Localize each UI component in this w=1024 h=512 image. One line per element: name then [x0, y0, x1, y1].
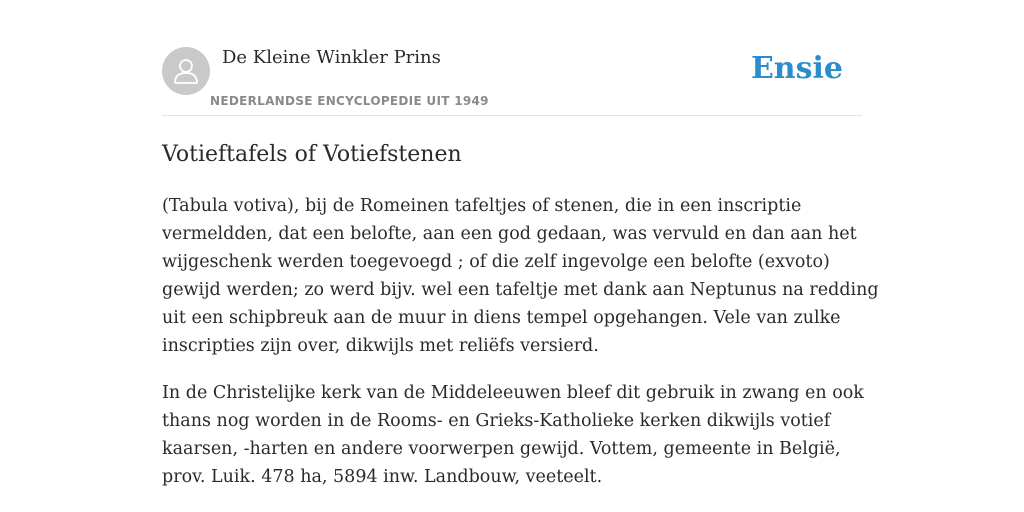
article-paragraph-2 — [162, 379, 862, 491]
paragraph-line: vermeldden, dat een belofte, aan een god gedaan, was vervuld en dan aan het — [162, 224, 857, 244]
paragraph-line: thans nog worden in de Rooms- en Grieks-Katholieke kerken dikwijls votief — [162, 411, 831, 431]
paragraph-line: kaarsen, -harten en andere voorwerpen gewijd. Vottem, gemeente in België, — [162, 439, 841, 459]
paragraph-line: prov. Luik. 478 ha, 5894 inw. Landbouw, veeteelt. — [162, 467, 603, 487]
page — [162, 0, 879, 512]
paragraph-line: inscripties zijn over, dikwijls met reliëfs versierd. — [162, 336, 599, 356]
user-silhouette-icon — [173, 57, 199, 85]
article-paragraph-1 — [162, 192, 879, 360]
source-title[interactable]: De Kleine Winkler Prins — [222, 47, 441, 68]
source-avatar[interactable] — [162, 47, 210, 95]
paragraph-line: wijgeschenk werden toegevoegd ; of die zelf ingevolge een belofte (exvoto) — [162, 252, 830, 272]
header — [162, 0, 862, 116]
article-title: Votieftafels of Votiefstenen — [162, 142, 462, 167]
article-body — [162, 192, 879, 510]
paragraph-line: In de Christelijke kerk van de Middeleeuwen bleef dit gebruik in zwang en ook — [162, 383, 864, 403]
paragraph-line: (Tabula votiva), bij de Romeinen tafeltjes of stenen, die in een inscriptie — [162, 196, 802, 216]
brand-logo-link[interactable]: Ensie — [750, 51, 843, 86]
paragraph-line: gewijd werden; zo werd bijv. wel een tafeltje met dank aan Neptunus na redding — [162, 280, 879, 300]
source-subtitle: NEDERLANDSE ENCYCLOPEDIE UIT 1949 — [210, 94, 489, 108]
paragraph-line: uit een schipbreuk aan de muur in diens tempel opgehangen. Vele van zulke — [162, 308, 841, 328]
